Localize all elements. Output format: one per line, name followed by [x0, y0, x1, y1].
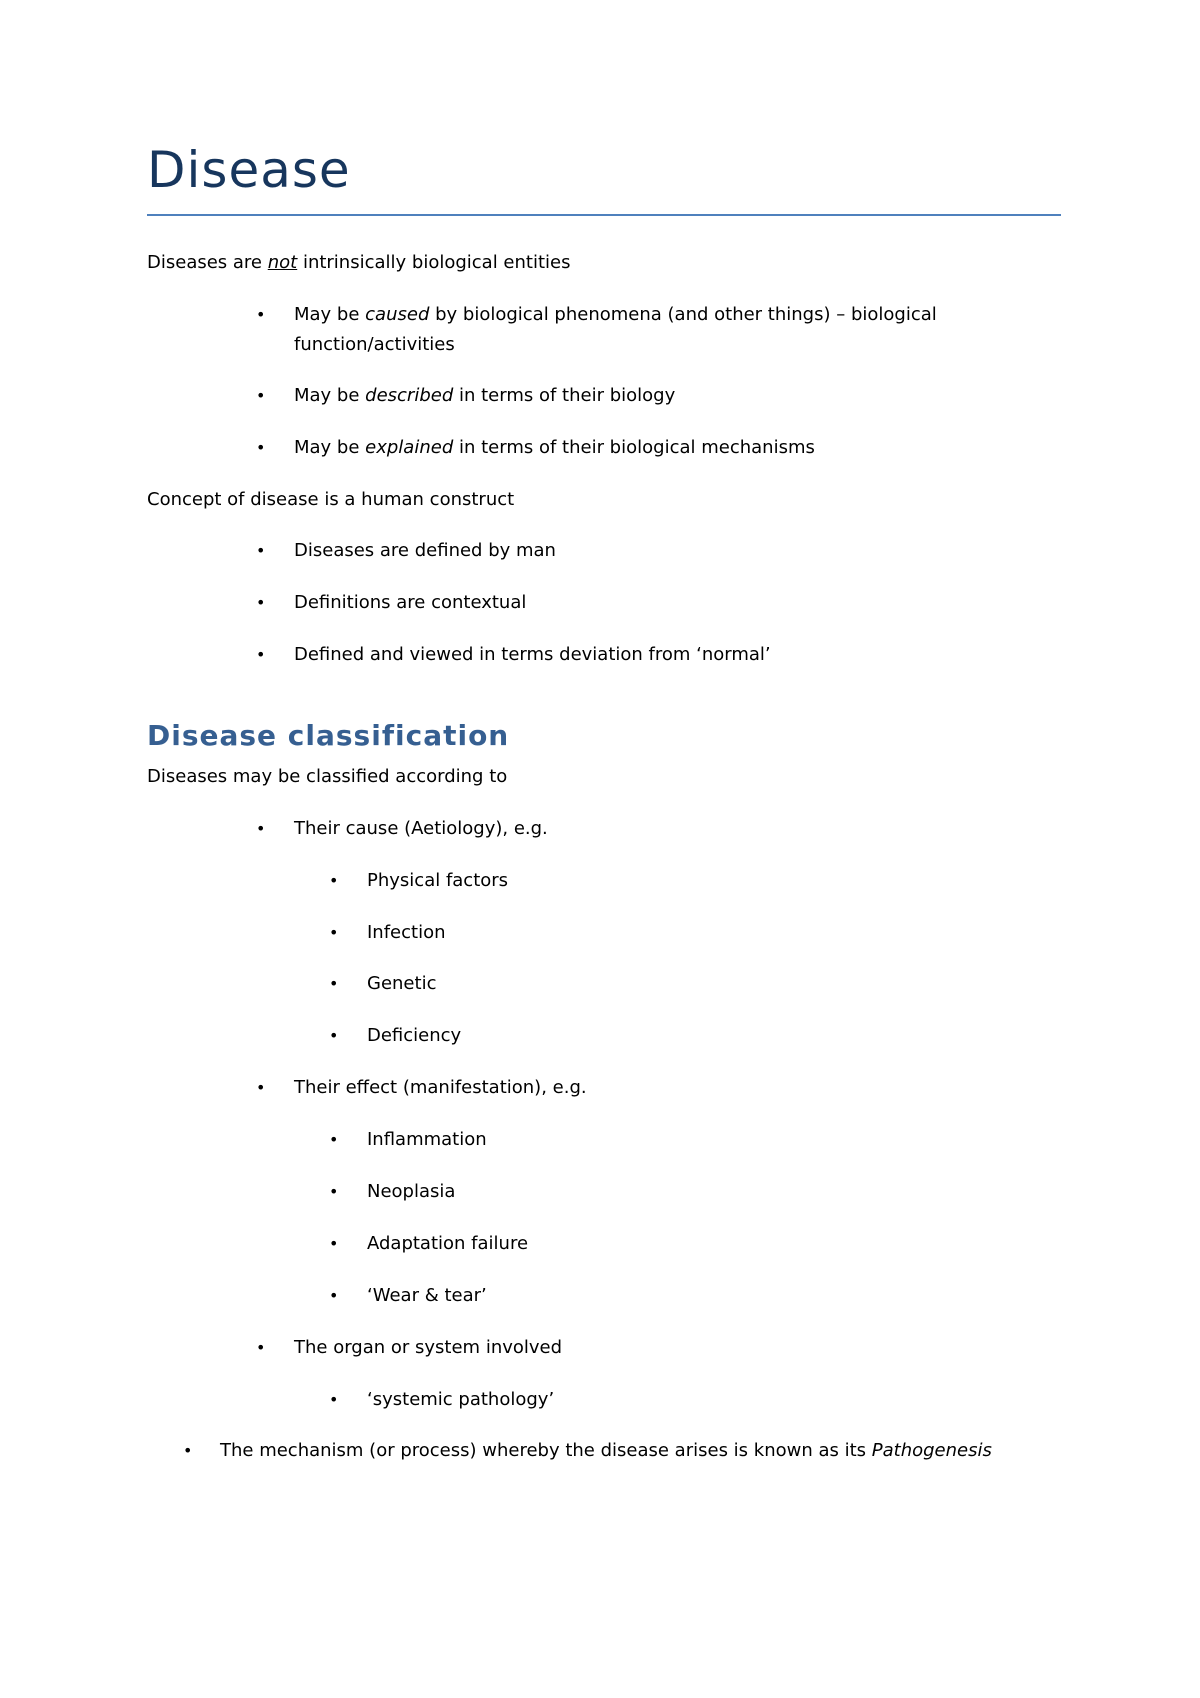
list-item-text: May be — [294, 385, 366, 406]
list-item-organ: The organ or system involved — [294, 1337, 563, 1358]
bullet-marker: • — [329, 1286, 339, 1305]
bullet-marker: • — [256, 438, 266, 457]
intro-text-end: intrinsically biological entities — [297, 252, 571, 273]
list-item — [294, 435, 815, 461]
bullet-marker: • — [256, 645, 266, 664]
list-item-text: The mechanism (or process) whereby the disease arises is known as its — [220, 1440, 872, 1461]
intro-emphasis: not — [267, 252, 298, 273]
list-item-effect: Their effect (manifestation), e.g. — [294, 1077, 587, 1098]
bullet-marker: • — [256, 1338, 266, 1357]
list-item-text: May be — [294, 437, 366, 458]
list-item — [294, 302, 937, 328]
list-item-cause: Their cause (Aetiology), e.g. — [294, 818, 548, 839]
bullet-marker: • — [256, 593, 266, 612]
bullet-marker: • — [256, 541, 266, 560]
bullet-marker: • — [329, 1130, 339, 1149]
list-item: Definitions are contextual — [294, 592, 527, 613]
list-item-emphasis: explained — [365, 437, 454, 458]
list-item-emphasis: Pathogenesis — [871, 1440, 992, 1461]
list-item: Diseases are defined by man — [294, 540, 556, 561]
list-item-text: in terms of their biology — [453, 385, 676, 406]
bullet-marker: • — [329, 923, 339, 942]
bullet-marker: • — [329, 871, 339, 890]
sub-list-item: Infection — [367, 922, 446, 943]
bullet-marker: • — [329, 1234, 339, 1253]
bullet-marker: • — [329, 974, 339, 993]
intro-text-start: Diseases are — [147, 252, 268, 273]
bullet-marker: • — [256, 305, 266, 324]
bullet-marker: • — [256, 1078, 266, 1097]
sub-list-item: ‘systemic pathology’ — [367, 1389, 555, 1410]
sub-list-item: Adaptation failure — [367, 1233, 529, 1254]
bullet-marker: • — [329, 1182, 339, 1201]
list-item-emphasis: caused — [365, 304, 430, 325]
sub-list-item: Neoplasia — [367, 1181, 456, 1202]
sub-list-item: Deficiency — [367, 1025, 462, 1046]
bullet-marker: • — [256, 819, 266, 838]
concept-paragraph: Concept of disease is a human construct — [147, 489, 515, 510]
classification-intro: Diseases may be classified according to — [147, 766, 508, 787]
sub-list-item: ‘Wear & tear’ — [367, 1285, 487, 1306]
list-item-text: May be — [294, 304, 366, 325]
list-item-text: in terms of their biological mechanisms — [453, 437, 815, 458]
sub-list-item: Inflammation — [367, 1129, 487, 1150]
bullet-marker: • — [256, 386, 266, 405]
intro-paragraph — [147, 250, 570, 276]
page-title: Disease — [147, 141, 351, 199]
list-item-text: by biological phenomena (and other things) – biological — [429, 304, 937, 325]
list-item-continuation: function/activities — [294, 334, 455, 355]
list-item — [294, 383, 675, 409]
list-item: Defined and viewed in terms deviation from ‘normal’ — [294, 644, 771, 665]
sub-list-item: Genetic — [367, 973, 437, 994]
section-heading: Disease classification — [147, 719, 510, 752]
bullet-marker: • — [329, 1390, 339, 1409]
sub-list-item: Physical factors — [367, 870, 509, 891]
title-underline-rule — [147, 214, 1061, 216]
pathogenesis-item — [220, 1438, 992, 1464]
list-item-emphasis: described — [365, 385, 454, 406]
bullet-marker: • — [183, 1441, 193, 1460]
bullet-marker: • — [329, 1026, 339, 1045]
